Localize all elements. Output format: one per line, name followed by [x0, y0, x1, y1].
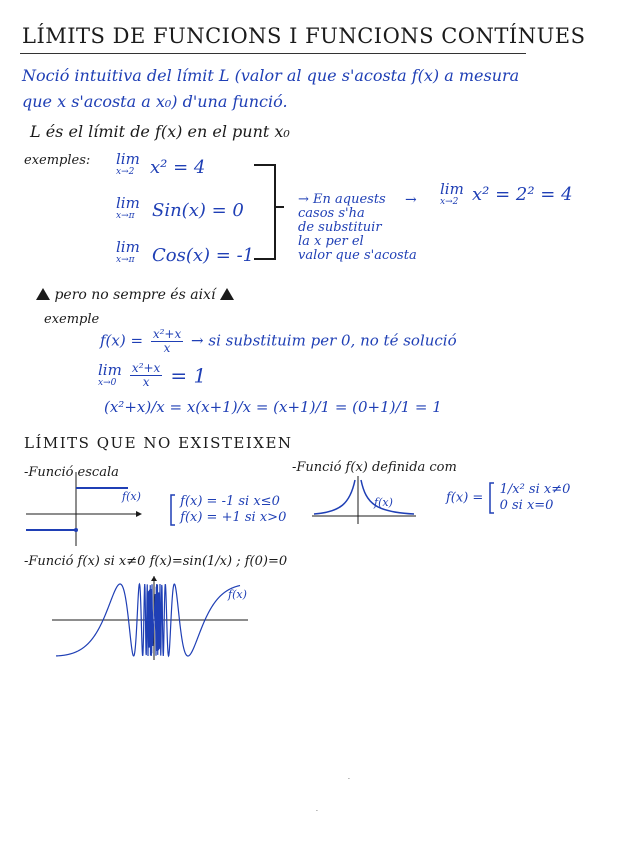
piecewise-line: 0 si x=0 [499, 498, 554, 513]
fraction-numerator: x²+x [152, 327, 182, 341]
piecewise-lines [180, 494, 286, 526]
example-label: exemple [44, 312, 100, 327]
fx-fraction [151, 328, 183, 355]
lim-result: = 1 [170, 363, 207, 388]
fraction-denominator: x [142, 375, 150, 389]
left-branch [314, 480, 355, 514]
x-axis-arrow-icon [136, 511, 142, 517]
lim-subscript: x→2 [116, 167, 135, 177]
reciprocal-square-graph [310, 476, 420, 526]
sin-function-label: -Funció f(x) si x≠0 f(x)=sin(1/x) ; f(0)=0 [24, 554, 288, 569]
warning-icon [220, 288, 234, 300]
piecewise-brace [168, 494, 176, 526]
lim-subscript: x→0 [98, 378, 117, 388]
lim-subscript: x→π [116, 211, 135, 221]
example-2-lim [116, 196, 140, 221]
paper-speck: · [316, 808, 318, 815]
closed-point [74, 528, 78, 532]
warning-icon [36, 288, 50, 300]
note-line: la x per el [298, 234, 364, 249]
step-function-label: -Funció escala [24, 465, 119, 480]
paper-speck: · [348, 776, 350, 783]
lim-word: lim [98, 361, 122, 379]
sin-reciprocal-graph [52, 576, 252, 662]
examples-label: exemples: [24, 153, 91, 168]
warning-text: pero no sempre és així [54, 287, 216, 303]
example-3-expr: Cos(x) = -1 [152, 245, 255, 266]
fx-suffix: → si substituim per 0, no té solució [191, 331, 457, 350]
lim-word: lim [116, 194, 140, 212]
example-3-lim [116, 240, 140, 265]
step-piecewise [168, 494, 286, 526]
piecewise-brace [487, 482, 495, 514]
limit-at-zero [98, 362, 206, 389]
warning-line [36, 287, 234, 303]
piecewise-line: f(x) = -1 si x≤0 [180, 494, 280, 509]
substitution-note [298, 193, 417, 263]
note-line: de substituir [298, 220, 382, 235]
intro-line-1: Noció intuitiva del límit L (valor al que s'acosta f(x) a mesura [22, 66, 520, 85]
arrow-icon: → [405, 192, 417, 208]
fraction-numerator: x²+x [131, 361, 161, 375]
piecewise-line: 1/x² si x≠0 [499, 482, 571, 497]
fraction-denominator: x [163, 341, 171, 355]
example-2-expr: Sin(x) = 0 [152, 200, 244, 221]
lim-word: lim [116, 150, 140, 168]
y-axis-arrow-icon [151, 576, 157, 581]
grouping-bracket [254, 164, 276, 260]
result-lim [440, 182, 464, 207]
bump-fx-label: f(x) [374, 496, 393, 509]
simplification: (x²+x)/x = x(x+1)/x = (x+1)/1 = (0+1)/1 = 1 [104, 398, 442, 416]
bump-piecewise [446, 482, 570, 514]
title-underline [20, 53, 526, 54]
intro-line-2: que x s'acosta a x₀) d'una funció. [22, 92, 288, 111]
bracket-tick [274, 206, 284, 208]
note-line: → En aquests [298, 192, 386, 207]
fx-prefix: f(x) = [100, 331, 144, 350]
example-1-expr: x² = 4 [150, 157, 206, 178]
lim-word: lim [116, 238, 140, 256]
lim-word: lim [440, 180, 464, 198]
lim-subscript: x→2 [440, 197, 459, 207]
limit-definition: L és el límit de f(x) en el punt x₀ [30, 122, 290, 141]
lim-fraction [130, 362, 162, 389]
piecewise-line: f(x) = +1 si x>0 [180, 510, 287, 525]
step-function-graph [24, 470, 144, 550]
defined-function-label: -Funció f(x) definida com [292, 460, 457, 475]
result-expr: x² = 2² = 4 [472, 184, 573, 205]
fx-definition [100, 328, 457, 355]
fx-prefix: f(x) = [446, 490, 484, 506]
example-1-lim [116, 152, 140, 177]
lim-subscript: x→π [116, 255, 135, 265]
lim-zero-block [98, 363, 122, 388]
note-line: valor que s'acosta [298, 248, 417, 263]
piecewise-lines [500, 482, 571, 514]
section-title-nonexistent: LÍMITS QUE NO EXISTEIXEN [24, 434, 293, 452]
sin-fx-label: f(x) [228, 588, 247, 601]
page-title: LÍMITS DE FUNCIONS I FUNCIONS CONTÍNUES [22, 24, 586, 48]
step-fx-label: f(x) [122, 490, 141, 503]
note-line: casos s'ha [298, 206, 365, 221]
